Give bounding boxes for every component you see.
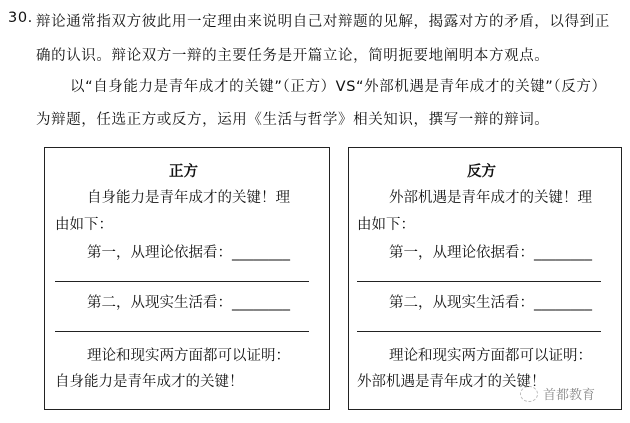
pro-text: 自身能力是青年成才的关键！理	[87, 190, 290, 206]
pro-answer-line[interactable]	[55, 331, 309, 332]
pro-second-reason[interactable]: 第二，从现实生活看：________	[87, 295, 290, 311]
pro-conclusion: 理论和现实两方面都可以证明：	[87, 348, 290, 364]
con-answer-box	[348, 147, 622, 410]
question-number: 30.	[8, 10, 33, 26]
pro-answer-box	[44, 147, 330, 410]
question-text-line2: 确的认识。辩论双方一辩的主要任务是开篇立论，简明扼要地阐明本方观点。	[36, 48, 550, 64]
con-text: 外部机遇是青年成才的关键！理	[389, 190, 592, 206]
con-first-reason[interactable]: 第一，从理论依据看：________	[389, 245, 592, 261]
pro-text: 由如下：	[55, 217, 113, 233]
watermark	[520, 384, 595, 403]
pro-first-reason[interactable]: 第一，从理论依据看：________	[87, 245, 290, 261]
con-conclusion: 理论和现实两方面都可以证明：	[389, 348, 592, 364]
question-text-line1: 辩论通常指双方彼此用一定理由来说明自己对辩题的见解，揭露对方的矛盾，以得到正	[36, 14, 610, 30]
con-text: 由如下：	[357, 217, 415, 233]
watermark-logo-icon	[520, 386, 538, 402]
con-answer-line[interactable]	[357, 281, 601, 282]
question-text-line4: 为辩题，任选正方或反方，运用《生活与哲学》相关知识，撰写一辩的辩词。	[36, 112, 550, 128]
question-text-line3: 以“自身能力是青年成才的关键”（正方）VS“外部机遇是青年成才的关键”（反方）	[70, 79, 607, 95]
pro-conclusion: 自身能力是青年成才的关键！	[55, 374, 244, 390]
con-conclusion: 外部机遇是青年成才的关键！	[357, 374, 546, 390]
con-second-reason[interactable]: 第二，从现实生活看：________	[389, 295, 592, 311]
pro-answer-line[interactable]	[55, 281, 309, 282]
con-answer-line[interactable]	[357, 331, 601, 332]
watermark-text: 首都教育	[543, 388, 596, 403]
pro-title: 正方	[169, 164, 198, 180]
con-title: 反方	[467, 164, 496, 180]
